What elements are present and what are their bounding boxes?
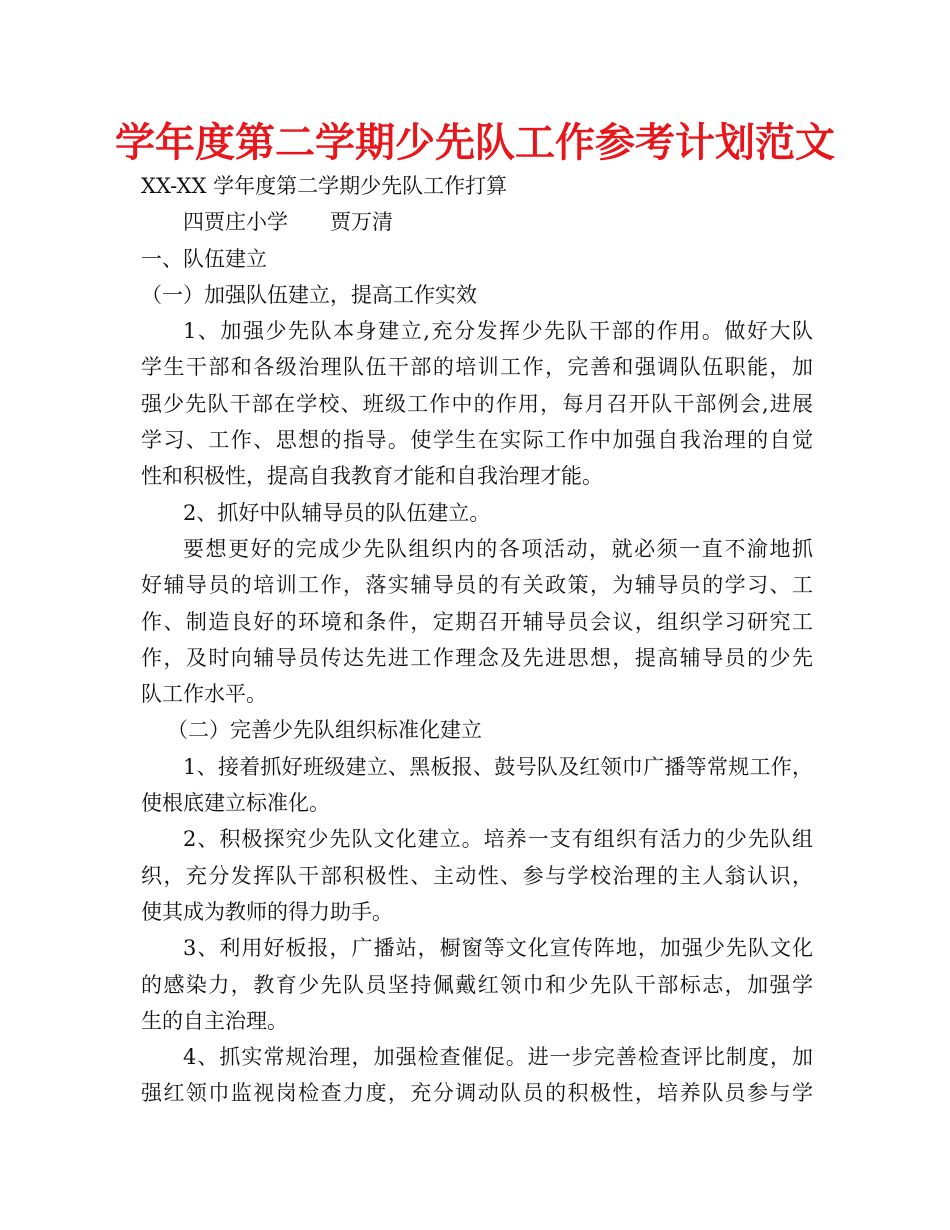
document-body bbox=[141, 168, 813, 1112]
text-line: XX-XX 学年度第二学期少先队工作打算 bbox=[141, 174, 508, 198]
document-title: 学年度第二学期少先队工作参考计划范文 bbox=[115, 120, 835, 166]
text-line: 好辅导员的培训工作，落实辅导员的有关政策，为辅导员的学习、工 bbox=[141, 573, 813, 598]
text-line: 4、抓实常规治理，加强检查催促。进一步完善检查评比制度，加 bbox=[183, 1045, 813, 1070]
text-line: 生的自主治理。 bbox=[141, 1008, 288, 1033]
text-line: 2、积极探究少先队文化建立。培养一支有组织有活力的少先队组 bbox=[183, 827, 813, 852]
text-line: 织，充分发挥队干部积极性、主动性、参与学校治理的主人翁认识， bbox=[141, 863, 813, 888]
text-line: 强少先队干部在学校、班级工作中的作用，每月召开队干部例会,进展 bbox=[141, 391, 813, 416]
text-line: 要想更好的完成少先队组织内的各项活动，就必须一直不渝地抓 bbox=[183, 536, 813, 561]
text-line: 学生干部和各级治理队伍干部的培训工作，完善和强调队伍职能，加 bbox=[141, 355, 813, 380]
text-line: 学习、工作、思想的指导。使学生在实际工作中加强自我治理的自觉 bbox=[141, 428, 813, 453]
text-line: 使根底建立标准化。 bbox=[141, 791, 330, 816]
text-line: 性和积极性，提高自我教育才能和自我治理才能。 bbox=[141, 464, 603, 489]
text-line: （一）加强队伍建立，提高工作实效 bbox=[141, 282, 477, 307]
text-line: 2、抓好中队辅导员的队伍建立。 bbox=[183, 500, 491, 525]
text-line: 队工作水平。 bbox=[141, 682, 267, 707]
text-line: 1、接着抓好班级建立、黑板报、鼓号队及红领巾广播等常规工作， bbox=[183, 754, 813, 779]
text-line: 作、制造良好的环境和条件，定期召开辅导员会议，组织学习研究工 bbox=[141, 609, 813, 634]
text-line: 作，及时向辅导员传达先进工作理念及先进思想，提高辅导员的少先 bbox=[141, 645, 813, 670]
text-line: 使其成为教师的得力助手。 bbox=[141, 899, 393, 924]
text-line: （二）完善少先队组织标准化建立 bbox=[167, 718, 482, 743]
text-line: 四贾庄小学 贾万清 bbox=[183, 210, 393, 235]
text-line: 的感染力，教育少先队员坚持佩戴红领巾和少先队干部标志，加强学 bbox=[141, 972, 813, 997]
text-line: 1、加强少先队本身建立,充分发挥少先队干部的作用。做好大队 bbox=[183, 319, 813, 344]
text-line: 3、利用好板报，广播站，橱窗等文化宣传阵地，加强少先队文化 bbox=[183, 936, 813, 961]
text-line: 一、队伍建立 bbox=[141, 246, 267, 271]
text-line: 强红领巾监视岗检查力度，充分调动队员的积极性，培养队员参与学 bbox=[141, 1081, 813, 1106]
